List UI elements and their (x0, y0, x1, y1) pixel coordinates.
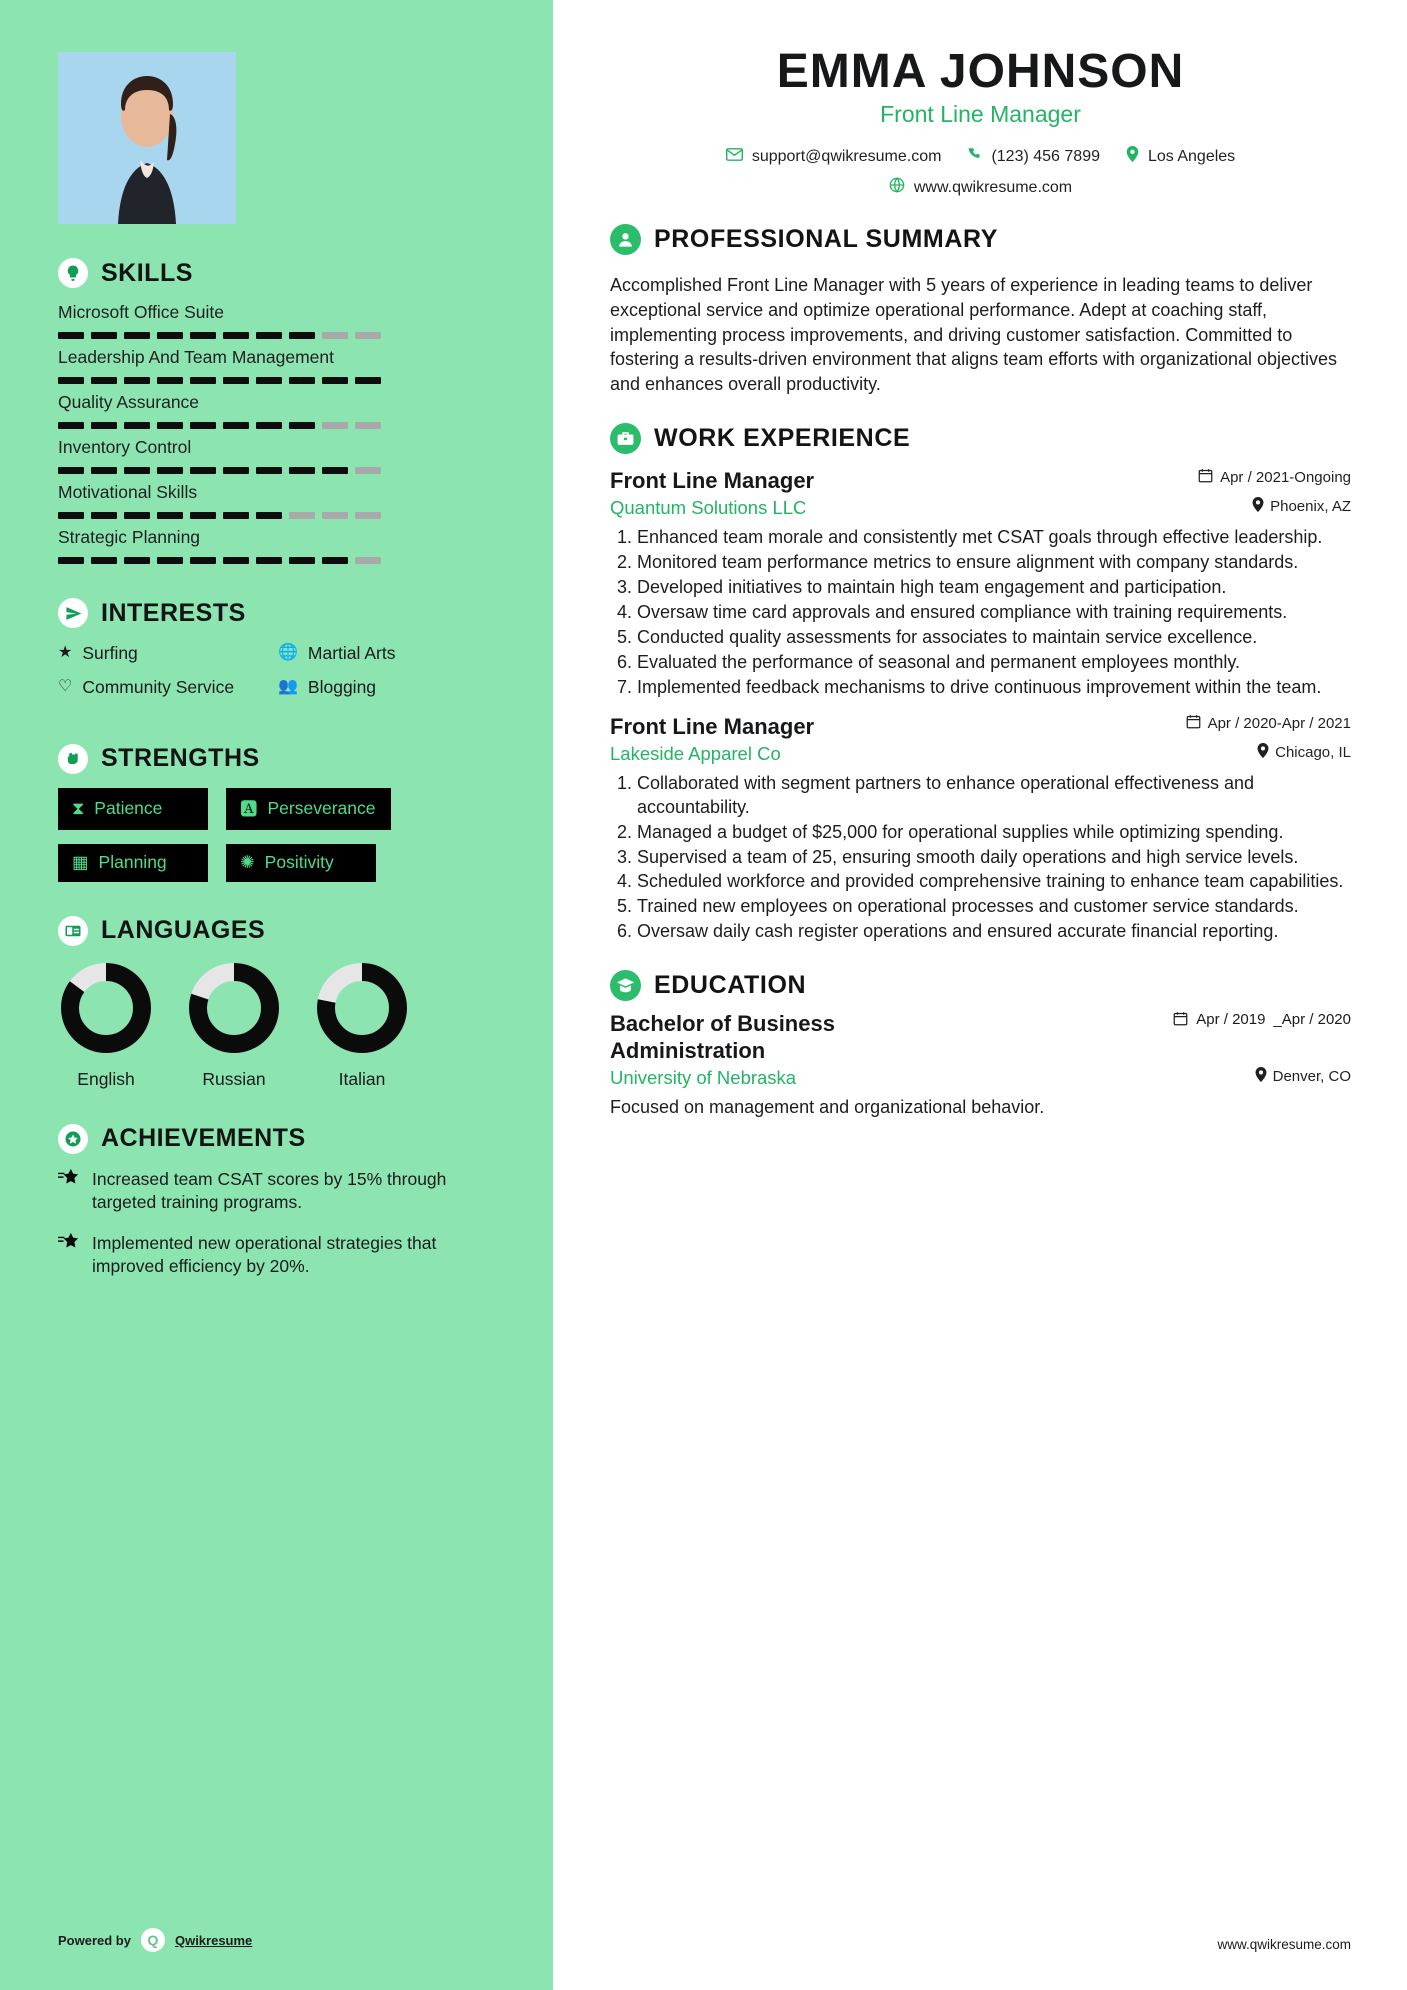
skill-dash (58, 377, 84, 384)
summary-section (610, 224, 1351, 397)
interest-label: Blogging (307, 676, 377, 697)
achievement-text: Implemented new operational strategies that improved efficiency by 20%. (92, 1233, 437, 1277)
contact-row-2 (610, 177, 1351, 198)
jobs-list (610, 468, 1351, 944)
skill-dash (355, 557, 381, 564)
contact-phone[interactable] (967, 147, 1100, 167)
skill-name: Leadership And Team Management (58, 347, 334, 367)
skill-dash (91, 467, 117, 474)
skill-dash (322, 422, 348, 429)
language-label: English (77, 1068, 135, 1089)
language-item (186, 960, 282, 1090)
skill-dash (322, 467, 348, 474)
job-bullet: 2. Monitored team performance metrics to ensure alignment with company standards. (637, 551, 1351, 575)
calendar-icon (1186, 714, 1201, 733)
job-bullet: 3. Supervised a team of 25, ensuring smooth daily operations and high service levels. (637, 846, 1351, 870)
job-entry (610, 714, 1351, 945)
skill-dash (256, 332, 282, 339)
job-bullet: 4. Oversaw time card approvals and ensured compliance with training requirements. (637, 601, 1351, 625)
strengths-header (58, 744, 498, 774)
strengths-section (58, 744, 498, 882)
skill-dash (256, 377, 282, 384)
map-pin-icon (1255, 1067, 1267, 1086)
skill-dash (256, 512, 282, 519)
powered-by-label: Powered by (58, 1932, 131, 1948)
job-bullet: 1. Enhanced team morale and consistently met CSAT goals through effective leadership. (637, 526, 1351, 550)
contact-location-text: Los Angeles (1147, 147, 1236, 165)
skill-dash (157, 332, 183, 339)
strength-chip (226, 788, 391, 830)
job-title: Front Line Manager (610, 468, 815, 494)
education-header (610, 970, 1351, 1001)
hourglass-icon: ⧗ (72, 797, 85, 818)
skill-name: Microsoft Office Suite (58, 302, 224, 322)
job-bullet: 5. Trained new employees on operational processes and customer service standards. (637, 895, 1351, 919)
skill-dash (289, 377, 315, 384)
strength-label: Positivity (264, 851, 334, 872)
achievements-header (58, 1124, 498, 1154)
education-section (610, 970, 1351, 1118)
job-title: Front Line Manager (610, 713, 815, 739)
work-title: WORK EXPERIENCE (654, 424, 911, 453)
skill-dash (355, 377, 381, 384)
job-bullet: 5. Conducted quality assessments for associates to maintain service excellence. (637, 626, 1351, 650)
skills-header (58, 258, 498, 288)
map-pin-icon (1252, 497, 1264, 516)
education-entry-sub (610, 1067, 1351, 1089)
work-header (610, 423, 1351, 454)
star-arrow-icon (58, 1168, 80, 1215)
skill-dash (157, 467, 183, 474)
skill-dash (91, 557, 117, 564)
job-bullet: 3. Developed initiatives to maintain high team engagement and participation. (637, 576, 1351, 600)
skill-rating (58, 377, 498, 384)
skill-dash (58, 557, 84, 564)
skill-dash (223, 512, 249, 519)
work-experience-section (610, 423, 1351, 944)
skill-item (58, 437, 498, 474)
education-school: University of Nebraska (610, 1067, 797, 1089)
footer-website: www.qwikresume.com (1217, 1937, 1351, 1952)
skill-dash (256, 467, 282, 474)
interest-item (278, 642, 498, 665)
language-card-icon (58, 916, 88, 946)
map-pin-icon (1126, 146, 1139, 167)
skill-dash (322, 332, 348, 339)
skill-rating (58, 467, 498, 474)
interests-header (58, 598, 498, 628)
interest-item (58, 642, 278, 665)
education-date-start: Apr / 2019 (1196, 1011, 1266, 1029)
job-dates (1186, 714, 1351, 733)
job-entry-sub (610, 743, 1351, 765)
skill-dash (190, 557, 216, 564)
interests-list (58, 642, 498, 710)
job-bullets (610, 526, 1351, 700)
paper-plane-icon (58, 598, 88, 628)
interest-label: Martial Arts (307, 643, 396, 663)
powered-by-brand[interactable]: Qwikresume (174, 1932, 253, 1948)
education-location (1255, 1067, 1351, 1086)
strengths-title: STRENGTHS (101, 744, 260, 772)
skill-dash (190, 332, 216, 339)
portrait-photo (58, 52, 236, 224)
skill-dash (223, 332, 249, 339)
skill-dash (322, 377, 348, 384)
interests-section (58, 598, 498, 710)
skill-rating (58, 422, 498, 429)
graduate-icon (610, 970, 641, 1001)
star-icon: ★ (58, 644, 73, 661)
education-location-text: Denver, CO (1272, 1068, 1351, 1086)
job-dates-text: Apr / 2021-Ongoing (1220, 469, 1351, 487)
skill-item (58, 482, 498, 519)
interest-label: Community Service (82, 676, 235, 697)
skill-dash (91, 377, 117, 384)
skill-dash (91, 512, 117, 519)
skill-item (58, 392, 498, 429)
skill-dash (289, 557, 315, 564)
summary-title: PROFESSIONAL SUMMARY (654, 225, 998, 253)
strength-label: Perseverance (267, 797, 376, 818)
skill-dash (223, 377, 249, 384)
languages-section (58, 916, 498, 1090)
skill-dash (190, 467, 216, 474)
contact-row-1 (610, 146, 1351, 167)
skill-dash (124, 557, 150, 564)
user-circle-icon (610, 224, 641, 255)
skill-dash (256, 557, 282, 564)
language-item (58, 960, 154, 1090)
contact-location (1126, 146, 1235, 167)
contact-email[interactable] (726, 148, 942, 166)
skills-list (58, 302, 498, 564)
skill-dash (355, 467, 381, 474)
languages-header (58, 916, 498, 946)
skill-rating (58, 512, 498, 519)
job-location (1257, 743, 1351, 762)
job-location-text: Phoenix, AZ (1270, 498, 1351, 516)
achievements-section (58, 1124, 498, 1279)
languages-list (58, 960, 498, 1090)
skill-dash (289, 512, 315, 519)
skill-dash (289, 467, 315, 474)
skill-dash (223, 557, 249, 564)
skill-name: Strategic Planning (58, 527, 201, 547)
strength-chip (58, 788, 208, 830)
star-badge-icon (58, 1124, 88, 1154)
summary-text: Accomplished Front Line Manager with 5 years of experience in leading teams to deliver exceptional service and optimize operational performance. Adept at coaching staff, implementing process improvements, and driving customer satisfaction. Committed to fostering a results-driven environment that aligns team efforts with organizational objectives and enhances overall productivity. (610, 275, 1338, 395)
skill-dash (157, 377, 183, 384)
education-description: Focused on management and organizational behavior. (610, 1097, 1045, 1118)
job-role-subtitle: Front Line Manager (880, 101, 1081, 127)
avatar (58, 52, 236, 224)
skill-dash (124, 422, 150, 429)
skill-dash (124, 467, 150, 474)
interest-label: Surfing (82, 643, 138, 663)
achievement-text: Increased team CSAT scores by 15% through targeted training programs. (92, 1168, 447, 1212)
globe-icon: 🌐 (278, 644, 298, 661)
shield-icon: ♡ (58, 677, 73, 695)
languages-title: LANGUAGES (101, 916, 266, 944)
education-date-end: _Apr / 2020 (1273, 1011, 1351, 1029)
star-arrow-icon (58, 1232, 80, 1279)
job-entry-top (610, 714, 1351, 740)
sun-icon: ✺ (240, 851, 255, 872)
strengths-list (58, 788, 498, 882)
contact-website-text: www.qwikresume.com (913, 178, 1073, 196)
skill-dash (58, 332, 84, 339)
language-donut (58, 960, 154, 1056)
language-donut (186, 960, 282, 1056)
job-location-text: Chicago, IL (1275, 743, 1351, 761)
strength-chip (58, 844, 208, 882)
skill-rating (58, 557, 498, 564)
skill-dash (124, 512, 150, 519)
logo-mark: Q (147, 1932, 159, 1948)
interests-title: INTERESTS (101, 598, 246, 627)
page-title: EMMA JOHNSON (776, 45, 1185, 98)
main-content (556, 0, 1407, 1990)
skill-dash (58, 512, 84, 519)
contact-email-text: support@qwikresume.com (751, 147, 942, 165)
skill-dash (355, 332, 381, 339)
interest-item (278, 676, 498, 699)
skill-dash (190, 422, 216, 429)
achievement-item (58, 1168, 498, 1215)
job-entry (610, 468, 1351, 700)
skill-dash (58, 467, 84, 474)
skill-dash (157, 422, 183, 429)
strength-label: Patience (94, 797, 163, 818)
education-degree: Bachelor of Business Administration (610, 1011, 835, 1063)
language-label: Italian (338, 1068, 386, 1089)
language-label: Russian (202, 1068, 266, 1089)
skill-dash (322, 512, 348, 519)
education-title: EDUCATION (654, 971, 807, 1000)
job-entry-sub (610, 497, 1351, 519)
skill-rating (58, 332, 498, 339)
skill-name: Quality Assurance (58, 392, 200, 412)
envelope-icon (726, 148, 743, 166)
contact-phone-text: (123) 456 7899 (991, 147, 1100, 165)
skill-item (58, 302, 498, 339)
job-company: Quantum Solutions LLC (610, 497, 807, 519)
achievement-item (58, 1232, 498, 1279)
language-item (314, 960, 410, 1090)
skill-dash (289, 332, 315, 339)
powered-by[interactable] (58, 1928, 252, 1952)
job-bullet: 6. Oversaw daily cash register operations and ensured accurate financial reporting. (637, 920, 1351, 944)
achievements-title: ACHIEVEMENTS (101, 1124, 306, 1152)
job-bullet: 2. Managed a budget of $25,000 for operational supplies while optimizing spending. (637, 821, 1351, 845)
summary-header (610, 224, 1351, 255)
skill-dash (256, 422, 282, 429)
skill-dash (124, 332, 150, 339)
strength-chip (226, 844, 376, 882)
skill-item (58, 527, 498, 564)
skill-dash (190, 512, 216, 519)
qwikresume-logo-icon (141, 1928, 165, 1952)
calendar-icon (1173, 1011, 1188, 1030)
skill-dash (124, 377, 150, 384)
skill-dash (91, 422, 117, 429)
medal-icon: 🅰 (240, 798, 258, 819)
calendar-icon (1198, 468, 1213, 487)
education-dates (1173, 1011, 1351, 1030)
education-entry-top (610, 1011, 1351, 1064)
skill-dash (322, 557, 348, 564)
map-pin-icon (1257, 743, 1269, 762)
language-donut (314, 960, 410, 1056)
skill-dash (223, 422, 249, 429)
skill-dash (355, 512, 381, 519)
skill-name: Motivational Skills (58, 482, 198, 502)
job-bullet: 1. Collaborated with segment partners to enhance operational effectiveness and accountability. (637, 772, 1351, 820)
job-company: Lakeside Apparel Co (610, 742, 781, 764)
globe-icon (889, 177, 905, 198)
job-bullet: 6. Evaluated the performance of seasonal and permanent employees monthly. (637, 651, 1351, 675)
calendar-icon: ▦ (72, 851, 89, 872)
skill-dash (157, 512, 183, 519)
job-location (1252, 497, 1351, 516)
users-icon: 👥 (278, 677, 298, 695)
job-dates (1198, 468, 1351, 487)
phone-icon (967, 147, 982, 167)
briefcase-icon (610, 423, 641, 454)
interest-item (58, 676, 278, 699)
skill-dash (58, 422, 84, 429)
strength-label: Planning (98, 851, 167, 872)
achievements-list (58, 1168, 498, 1279)
job-bullet: 7. Implemented feedback mechanisms to drive continuous improvement within the team. (637, 676, 1351, 700)
skills-title: SKILLS (101, 258, 193, 287)
sidebar (0, 0, 556, 1990)
lightbulb-icon (58, 258, 88, 288)
skills-section (58, 258, 498, 564)
job-bullet: 4. Scheduled workforce and provided comprehensive training to enhance team capabilities. (637, 870, 1351, 894)
skill-dash (289, 422, 315, 429)
skill-dash (190, 377, 216, 384)
fist-icon (58, 744, 88, 774)
job-dates-text: Apr / 2020-Apr / 2021 (1207, 714, 1351, 732)
skill-dash (223, 467, 249, 474)
skill-dash (157, 557, 183, 564)
job-entry-top (610, 468, 1351, 494)
skill-item (58, 347, 498, 384)
skill-dash (355, 422, 381, 429)
skill-dash (91, 332, 117, 339)
contact-website[interactable] (889, 177, 1072, 198)
skill-name: Inventory Control (58, 437, 192, 457)
job-bullets (610, 772, 1351, 945)
